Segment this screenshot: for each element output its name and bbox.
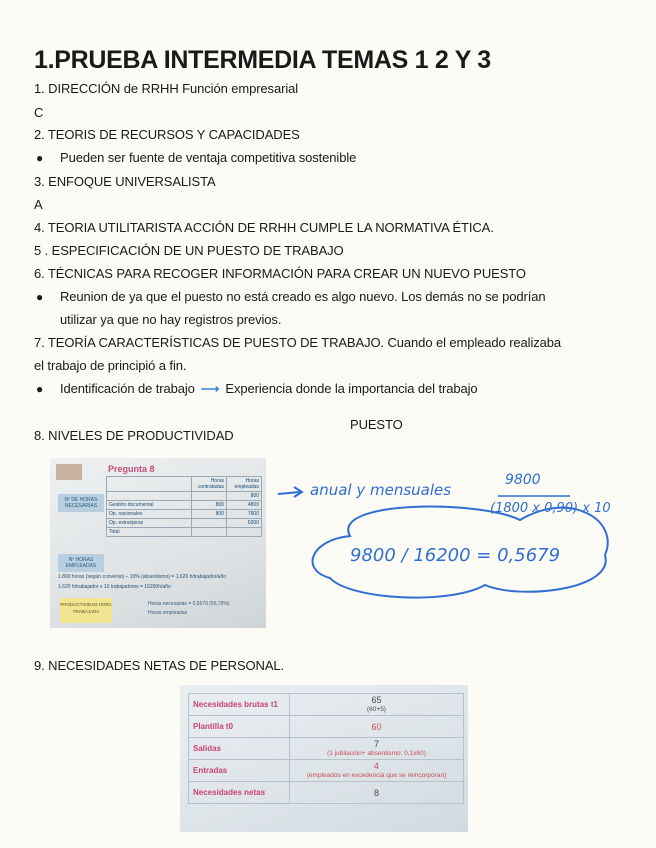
table-cell [107,477,192,492]
question-2-bullet: Pueden ser fuente de ventaja competitiva sostenible [60,150,357,165]
handwritten-fraction-top: 9800 [505,472,541,488]
productivity-label: PRODUCTIVIDAD HORA TRABAJADA [60,598,112,623]
staffing-needs-photo [180,685,468,832]
staffing-table [188,693,464,804]
table-cell: 6200 [227,519,262,528]
bullet-icon: ● [36,151,44,165]
row-value [290,716,464,738]
row-label: Plantilla t0 [189,716,290,738]
table-row [107,492,262,501]
slide-heading: Pregunta 8 [108,464,155,474]
question-2: 2. TEORIS DE RECURSOS Y CAPACIDADES [34,127,300,142]
table-cell [192,492,227,501]
table-cell [227,528,262,537]
row-label: Entradas [189,760,290,782]
question-4: 4. TEORIA UTILITARISTA ACCIÓN DE RRHH CUMPLE LA NORMATIVA ÉTICA. [34,220,494,235]
handwritten-fraction-bottom: (1800 x 0,90) x 10 [490,501,611,516]
bullet-icon: ● [36,290,44,304]
table-row [189,760,464,782]
question-6-bullet-line1: Reunion de ya que el puesto no está creado es algo nuevo. Los demás no se podrían [60,289,546,304]
question-1: 1. DIRECCIÓN de RRHH Función empresarial [34,81,299,96]
table-row [189,694,464,716]
row-value [290,694,464,716]
table-row [107,519,262,528]
row-label: Necesidades brutas t1 [189,694,290,716]
value-main: 4 [373,760,379,771]
slide-footnote-2: 1.620 h/trabajador x 10 trabajadores = 16200h/año [58,584,171,590]
slide-side-label-2: Nº HORAS EMPLEADAS [58,554,104,572]
table-row [107,528,262,537]
row-label: Salidas [189,738,290,760]
question-7-bullet-right: Experiencia donde la importancia del trabajo [225,381,478,396]
row-value [290,738,464,760]
productivity-slide-photo [50,458,266,628]
table-cell: Op. nacionales [107,510,192,519]
result-line-1: Horas necesarias = 0,5679 (56,79%) [148,601,230,607]
table-row [189,716,464,738]
question-6: 6. TÉCNICAS PARA RECOGER INFORMACIÓN PARA CREAR UN NUEVO PUESTO [34,266,526,281]
table-cell: Gestión documental [107,501,192,510]
table-cell: Total [107,528,192,537]
value-main: 7 [373,738,379,749]
question-8: 8. NIVELES DE PRODUCTIVIDAD [34,428,234,443]
value-main: 8 [373,787,379,798]
row-value [290,760,464,782]
result-line-2: Horas empleadas [148,610,188,616]
question-7-puesto: PUESTO [350,417,403,432]
question-7-bullet-left: Identificación de trabajo [60,381,195,396]
question-1-answer: C [34,105,44,120]
hours-table [106,476,262,537]
slide-footnote-1: 1.800 horas (según convenio) – 10% (absentismo) = 1.620 h/trabajador/año [58,574,227,580]
page-title: 1.PRUEBA INTERMEDIA TEMAS 1 2 Y 3 [34,46,491,74]
value-sub: (1 jubilación+ absentismo: 0,1x60) [327,749,426,757]
table-cell [192,519,227,528]
row-label: Necesidades netas [189,782,290,804]
table-row [107,501,262,510]
table-row [189,738,464,760]
table-cell: 7600 [227,510,262,519]
slide-side-label: Nº DE HORAS NECESARIAS [58,494,104,512]
table-row [107,510,262,519]
table-cell: Op. extranjeras [107,519,192,528]
table-cell: 800 [192,501,227,510]
question-9: 9. NECESIDADES NETAS DE PERSONAL. [34,658,285,673]
bullet-icon: ● [36,382,44,396]
question-5: 5 . ESPECIFICACIÓN DE UN PUESTO DE TRABAJO [34,243,344,258]
arrow-line [278,492,300,494]
productivity-result [148,600,230,618]
table-cell [192,528,227,537]
table-row [189,782,464,804]
arrow-right-icon: ⟶ [200,381,220,396]
table-header: Horas empleadas [227,477,262,492]
handwritten-result: 9800 / 16200 = 0,5679 [350,545,561,566]
value-main: 65 [371,694,382,705]
row-value [290,782,464,804]
table-cell: 4800 [227,501,262,510]
question-6-bullet-line2: utilizar ya que no hay registros previos. [60,312,282,327]
table-header: Horas contratadas [192,477,227,492]
value-main: 60 [371,721,382,732]
question-7-bullet [60,381,478,397]
university-logo [56,464,82,480]
table-cell [107,492,192,501]
value-sub: (60+5) [367,705,386,713]
table-cell: 800 [227,492,262,501]
question-7-line1: 7. TEORÍA CARACTERÍSTICAS DE PUESTO DE TRABAJO. Cuando el empleado realizaba [34,335,562,350]
table-cell: 800 [192,510,227,519]
question-3-answer: A [34,197,43,212]
handwritten-note: anual y mensuales [310,481,452,499]
question-3: 3. ENFOQUE UNIVERSALISTA [34,174,216,189]
value-sub: (empleados en excedencia que se reincorporan) [306,771,447,779]
question-7-line2: el trabajo de principió a fin. [34,358,187,373]
